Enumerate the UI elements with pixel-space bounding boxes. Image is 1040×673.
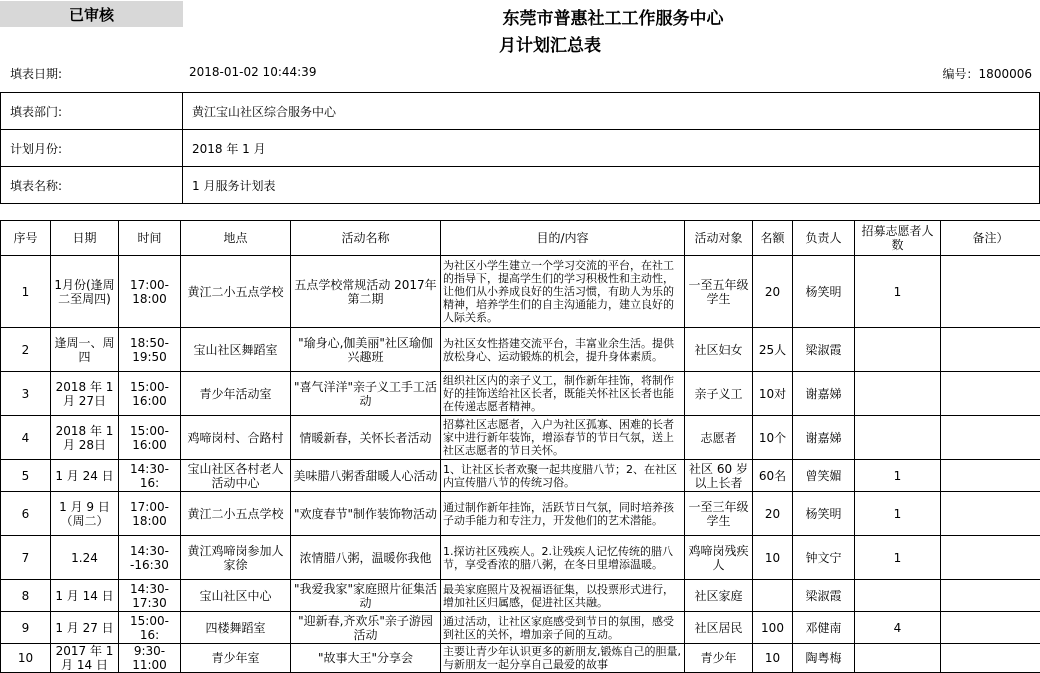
cell-goal: 主要让青少年认识更多的新朋友,锻炼自己的胆量,与新朋友一起分享自己最爱的故事 [441,644,685,673]
cell-date: 1月份(逢周二至周四) [51,256,119,328]
cell-no: 9 [1,612,51,644]
table-row [1,372,1040,416]
cell-place: 鸡啼岗村、合路村 [181,416,291,460]
table-row [1,256,1040,328]
cell-note [941,536,1040,580]
cell-date: 2017 年 1 月 14 日 [51,644,119,673]
cell-date: 2018 年 1 月 27日 [51,372,119,416]
cell-leader: 邓健南 [793,612,855,644]
cell-activity: 情暖新春，关怀长者活动 [291,416,441,460]
cell-note [941,416,1040,460]
table-row [1,328,1040,372]
cell-note [941,328,1040,372]
cell-note [941,580,1040,612]
info-value: 2018 年 1 月 [183,130,1040,167]
cell-place: 青少年活动室 [181,372,291,416]
cell-no: 8 [1,580,51,612]
fill-date-value: 2018-01-02 10:44:39 [189,65,316,79]
cell-leader: 曾笑媚 [793,460,855,492]
cell-target: 社区家庭 [685,580,753,612]
cell-volunteers [855,328,941,372]
cell-target: 亲子义工 [685,372,753,416]
cell-place: 四楼舞蹈室 [181,612,291,644]
cell-no: 4 [1,416,51,460]
form-number: 编号：1800006 [943,65,1032,82]
cell-place: 宝山社区各村老人活动中心 [181,460,291,492]
cell-no: 6 [1,492,51,536]
cell-target: 社区妇女 [685,328,753,372]
cell-target: 青少年 [685,644,753,673]
info-row-department [1,93,1040,130]
cell-quota: 20 [753,256,793,328]
cell-volunteers: 4 [855,612,941,644]
header-col-place: 地点 [181,221,291,256]
cell-time: 14:30-17:30 [119,580,181,612]
cell-place: 青少年室 [181,644,291,673]
cell-time: 18:50-19:50 [119,328,181,372]
info-label: 填表部门: [1,93,183,130]
cell-leader: 钟文宁 [793,536,855,580]
cell-quota: 25人 [753,328,793,372]
cell-place: 宝山社区舞蹈室 [181,328,291,372]
cell-time: 14:30--16:30 [119,536,181,580]
cell-place: 黄江鸡啼岗参加人家徐 [181,536,291,580]
cell-place: 黄江二小五点学校 [181,492,291,536]
cell-goal: 通过制作新年挂饰，活跃节日气氛，同时培养孩子动手能力和专注力，开发他们的艺术潜能。 [441,492,685,536]
cell-activity: 浓情腊八粥，温暖你我他 [291,536,441,580]
organization-title: 东莞市普惠社工工作服务中心 [0,4,1040,29]
header-col-note: 备注） [941,221,1040,256]
cell-leader: 谢嘉娣 [793,372,855,416]
cell-target: 志愿者 [685,416,753,460]
cell-time: 15:00-16:00 [119,416,181,460]
cell-leader: 梁淑霞 [793,328,855,372]
header-col-time: 时间 [119,221,181,256]
cell-volunteers [855,416,941,460]
cell-volunteers: 1 [855,536,941,580]
cell-quota: 10个 [753,416,793,460]
cell-goal: 为社区小学生建立一个学习交流的平台，在社工的指导下，提高学生们的学习积极性和主动性，让他们从小养成良好的生活习惯，有助人为乐的精神，培养学生们的自主沟通能力，建立良好的人际关系。 [441,256,685,328]
cell-target: 社区居民 [685,612,753,644]
cell-no: 5 [1,460,51,492]
cell-note [941,256,1040,328]
cell-goal: 通过活动，让社区家庭感受到节日的氛围，感受到社区的关怀，增加亲子间的互动。 [441,612,685,644]
cell-quota: 20 [753,492,793,536]
cell-no: 3 [1,372,51,416]
table-row [1,644,1040,673]
cell-leader: 杨笑明 [793,256,855,328]
table-row [1,492,1040,536]
cell-date: 1 月 9 日（周二） [51,492,119,536]
plan-table-body [1,256,1040,673]
plan-table [0,220,1040,673]
cell-date: 1.24 [51,536,119,580]
cell-date: 2018 年 1 月 28日 [51,416,119,460]
cell-goal: 招募社区志愿者，入户为社区孤寡、困难的长者家中进行新年装饰，增添春节的节日气氛，送上社区志愿者的节日关怀。 [441,416,685,460]
header-col-date: 日期 [51,221,119,256]
info-label: 填表名称: [1,167,183,204]
cell-note [941,372,1040,416]
cell-activity: "故事大王"分享会 [291,644,441,673]
info-value: 黄江宝山社区综合服务中心 [183,93,1040,130]
cell-date: 1 月 14 日 [51,580,119,612]
cell-goal: 1.探访社区残疾人。2.让残疾人记忆传统的腊八节，享受香浓的腊八粥，在冬日里增添温暖。 [441,536,685,580]
cell-leader: 谢嘉娣 [793,416,855,460]
cell-quota: 10 [753,536,793,580]
cell-goal: 1、让社区长者欢聚一起共度腊八节；2、在社区内宣传腊八节的传统习俗。 [441,460,685,492]
cell-no: 2 [1,328,51,372]
cell-quota: 100 [753,612,793,644]
cell-quota: 60名 [753,460,793,492]
cell-activity: 五点学校常规活动 2017年第二期 [291,256,441,328]
cell-volunteers [855,372,941,416]
cell-goal: 组织社区内的亲子义工，制作新年挂饰，将制作好的挂饰送给社区长者，既能关怀社区长者也能在传递志愿者精神。 [441,372,685,416]
cell-leader: 梁淑霞 [793,580,855,612]
approval-status: 已审核 [0,1,183,27]
table-row [1,460,1040,492]
cell-volunteers [855,580,941,612]
cell-date: 逢周一、周四 [51,328,119,372]
cell-goal: 为社区女性搭建交流平台，丰富业余生活。提供放松身心、运动锻炼的机会，提升身体素质。 [441,328,685,372]
header-col-quota: 名额 [753,221,793,256]
cell-note [941,492,1040,536]
cell-target: 社区 60 岁以上长者 [685,460,753,492]
cell-activity: "喜气洋洋"亲子义工手工活动 [291,372,441,416]
header-col-activity: 活动名称 [291,221,441,256]
cell-place: 宝山社区中心 [181,580,291,612]
cell-leader: 杨笑明 [793,492,855,536]
info-value: 1 月服务计划表 [183,167,1040,204]
table-row [1,580,1040,612]
info-table [0,92,1040,204]
info-row-month [1,130,1040,167]
cell-time: 14:30-16: [119,460,181,492]
table-row [1,612,1040,644]
cell-date: 1 月 24 日 [51,460,119,492]
header-col-goal: 目的/内容 [441,221,685,256]
cell-volunteers [855,644,941,673]
header-col-no: 序号 [1,221,51,256]
cell-date: 1 月 27 日 [51,612,119,644]
info-row-form-name [1,167,1040,204]
table-row [1,416,1040,460]
header-col-volunteers: 招募志愿者人数 [855,221,941,256]
header-row [1,221,1040,256]
header-col-leader: 负责人 [793,221,855,256]
cell-activity: "迎新春,齐欢乐"亲子游园活动 [291,612,441,644]
cell-activity: "我爱我家"家庭照片征集活动 [291,580,441,612]
header-col-target: 活动对象 [685,221,753,256]
cell-target: 一至五年级学生 [685,256,753,328]
table-row [1,536,1040,580]
cell-time: 15:00-16: [119,612,181,644]
cell-note [941,460,1040,492]
cell-activity: 美味腊八粥香甜暖人心活动 [291,460,441,492]
cell-activity: "欢度春节"制作装饰物活动 [291,492,441,536]
fill-date-label: 填表日期: [10,65,62,82]
cell-time: 17:00-18:00 [119,492,181,536]
cell-target: 一至三年级学生 [685,492,753,536]
cell-no: 10 [1,644,51,673]
cell-target: 鸡啼岗残疾人 [685,536,753,580]
cell-place: 黄江二小五点学校 [181,256,291,328]
cell-goal: 最美家庭照片及祝福语征集，以投票形式进行，增加社区归属感，促进社区共融。 [441,580,685,612]
cell-volunteers: 1 [855,492,941,536]
cell-note [941,612,1040,644]
document-title: 月计划汇总表 [0,31,1040,56]
cell-note [941,644,1040,673]
cell-leader: 陶粤梅 [793,644,855,673]
info-label: 计划月份: [1,130,183,167]
cell-time: 9:30-11:00 [119,644,181,673]
cell-no: 1 [1,256,51,328]
cell-quota: 10对 [753,372,793,416]
cell-quota: 10 [753,644,793,673]
cell-activity: "瑜身心,伽美丽"社区瑜伽兴趣班 [291,328,441,372]
cell-volunteers: 1 [855,460,941,492]
cell-quota [753,580,793,612]
cell-time: 17:00-18:00 [119,256,181,328]
cell-no: 7 [1,536,51,580]
cell-volunteers: 1 [855,256,941,328]
cell-time: 15:00-16:00 [119,372,181,416]
